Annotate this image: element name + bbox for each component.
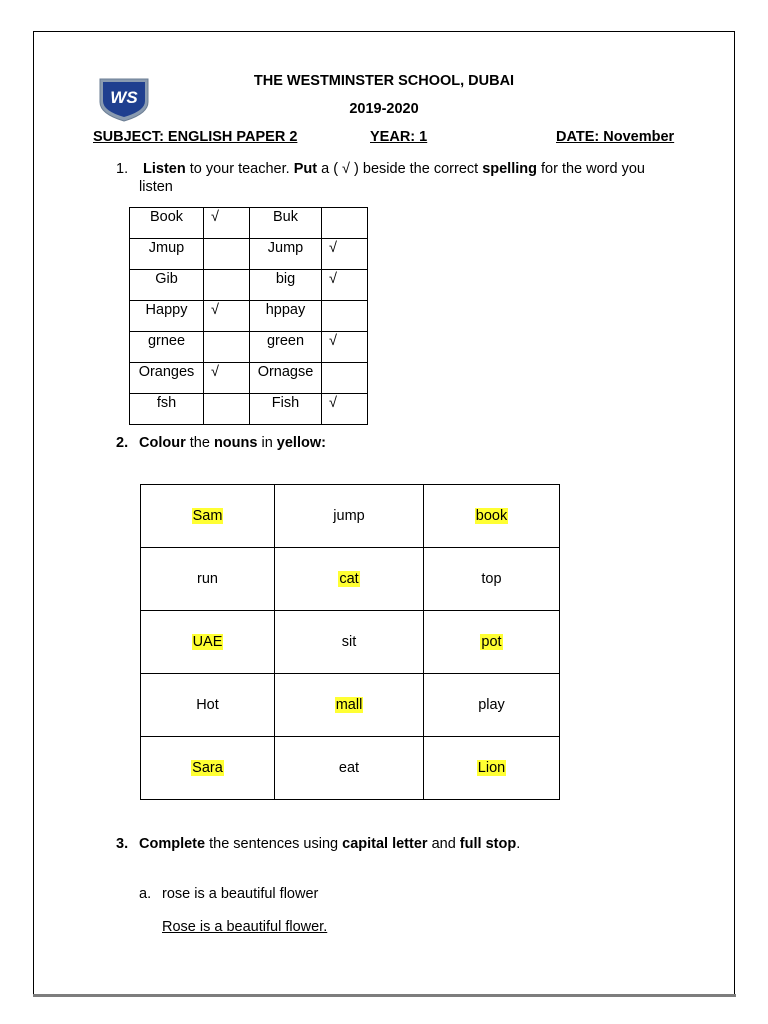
spelling-option-right: big xyxy=(250,270,322,301)
tick-box-right[interactable] xyxy=(322,363,368,394)
word-cell[interactable] xyxy=(424,674,560,737)
noun-word-highlighted: book xyxy=(475,508,508,524)
spelling-option-left: fsh xyxy=(130,394,204,425)
word-cell[interactable] xyxy=(275,611,424,674)
tick-box-left[interactable] xyxy=(204,270,250,301)
spelling-option-right: Ornagse xyxy=(250,363,322,394)
tick-box-right[interactable]: √ xyxy=(322,332,368,363)
q3-number: 3. xyxy=(116,836,129,852)
spelling-option-left: Oranges xyxy=(130,363,204,394)
tick-box-right[interactable]: √ xyxy=(322,270,368,301)
logo-text: WS xyxy=(110,88,138,107)
word-cell[interactable] xyxy=(275,548,424,611)
page-bottom-edge xyxy=(33,994,736,997)
tick-box-left[interactable]: √ xyxy=(204,208,250,239)
word: jump xyxy=(333,508,365,524)
word-cell[interactable] xyxy=(424,485,560,548)
word-cell[interactable] xyxy=(424,611,560,674)
word-cell[interactable] xyxy=(141,737,275,800)
tick-box-right[interactable] xyxy=(322,301,368,332)
word-cell[interactable] xyxy=(275,674,424,737)
word: sit xyxy=(341,634,357,650)
tick-box-right[interactable] xyxy=(322,208,368,239)
nouns-table xyxy=(140,484,560,800)
school-year: 2019-2020 xyxy=(349,101,419,117)
word-cell[interactable] xyxy=(275,485,424,548)
spelling-row xyxy=(130,332,368,363)
spelling-row xyxy=(130,270,368,301)
spelling-option-left: Jmup xyxy=(130,239,204,270)
q3-item-label: a. xyxy=(139,886,152,902)
spelling-option-right: green xyxy=(250,332,322,363)
tick-box-left[interactable]: √ xyxy=(204,301,250,332)
word: run xyxy=(197,571,218,587)
tick-box-left[interactable] xyxy=(204,239,250,270)
date-label: DATE: November xyxy=(556,129,675,145)
noun-word-highlighted: Sam xyxy=(192,508,223,524)
noun-word-highlighted: mall xyxy=(335,697,363,713)
spelling-option-right: Fish xyxy=(250,394,322,425)
tick-box-left[interactable] xyxy=(204,394,250,425)
noun-word-highlighted: Lion xyxy=(477,760,506,776)
spelling-table xyxy=(129,207,368,425)
spelling-option-left: Happy xyxy=(130,301,204,332)
nouns-row xyxy=(141,485,560,548)
spelling-row xyxy=(130,394,368,425)
word: play xyxy=(478,697,505,713)
spelling-option-left: Gib xyxy=(130,270,204,301)
noun-word-highlighted: pot xyxy=(481,634,502,650)
word-cell[interactable] xyxy=(275,737,424,800)
noun-word-highlighted: cat xyxy=(339,571,359,587)
nouns-row xyxy=(141,548,560,611)
spelling-option-right: Buk xyxy=(250,208,322,239)
word-cell[interactable] xyxy=(424,548,560,611)
school-name: THE WESTMINSTER SCHOOL, DUBAI xyxy=(253,73,515,89)
spelling-option-right: hppay xyxy=(250,301,322,332)
nouns-row xyxy=(141,737,560,800)
word-cell[interactable] xyxy=(424,737,560,800)
word-cell[interactable] xyxy=(141,548,275,611)
q3-item-answer: Rose is a beautiful flower. xyxy=(162,919,328,935)
noun-word-highlighted: UAE xyxy=(192,634,223,650)
subject-label: SUBJECT: ENGLISH PAPER 2 xyxy=(93,129,298,145)
nouns-row xyxy=(141,611,560,674)
q1-instruction: Listen to your teacher. Put a ( √ ) beside the correct spelling for the word you xyxy=(143,161,645,177)
q2-number: 2. xyxy=(116,435,129,451)
nouns-row xyxy=(141,674,560,737)
spelling-option-left: grnee xyxy=(130,332,204,363)
spelling-row xyxy=(130,239,368,270)
spelling-row xyxy=(130,363,368,394)
tick-box-left[interactable] xyxy=(204,332,250,363)
word: eat xyxy=(338,760,360,776)
q3-item-text: rose is a beautiful flower xyxy=(162,886,319,902)
word-cell[interactable] xyxy=(141,611,275,674)
tick-box-left[interactable]: √ xyxy=(204,363,250,394)
word: Hot xyxy=(196,697,219,713)
tick-box-right[interactable]: √ xyxy=(322,239,368,270)
q1-number: 1. xyxy=(116,161,129,177)
word-cell[interactable] xyxy=(141,485,275,548)
noun-word-highlighted: Sara xyxy=(192,760,223,776)
q3-instruction: Complete the sentences using capital letter and full stop. xyxy=(139,836,521,852)
spelling-row xyxy=(130,301,368,332)
spelling-option-right: Jump xyxy=(250,239,322,270)
word-cell[interactable] xyxy=(141,674,275,737)
tick-box-right[interactable]: √ xyxy=(322,394,368,425)
spelling-option-left: Book xyxy=(130,208,204,239)
word: top xyxy=(481,571,502,587)
spelling-row xyxy=(130,208,368,239)
q1-instruction-line2: listen xyxy=(139,179,173,195)
year-label: YEAR: 1 xyxy=(370,129,428,145)
q2-instruction: Colour the nouns in yellow: xyxy=(139,435,326,451)
